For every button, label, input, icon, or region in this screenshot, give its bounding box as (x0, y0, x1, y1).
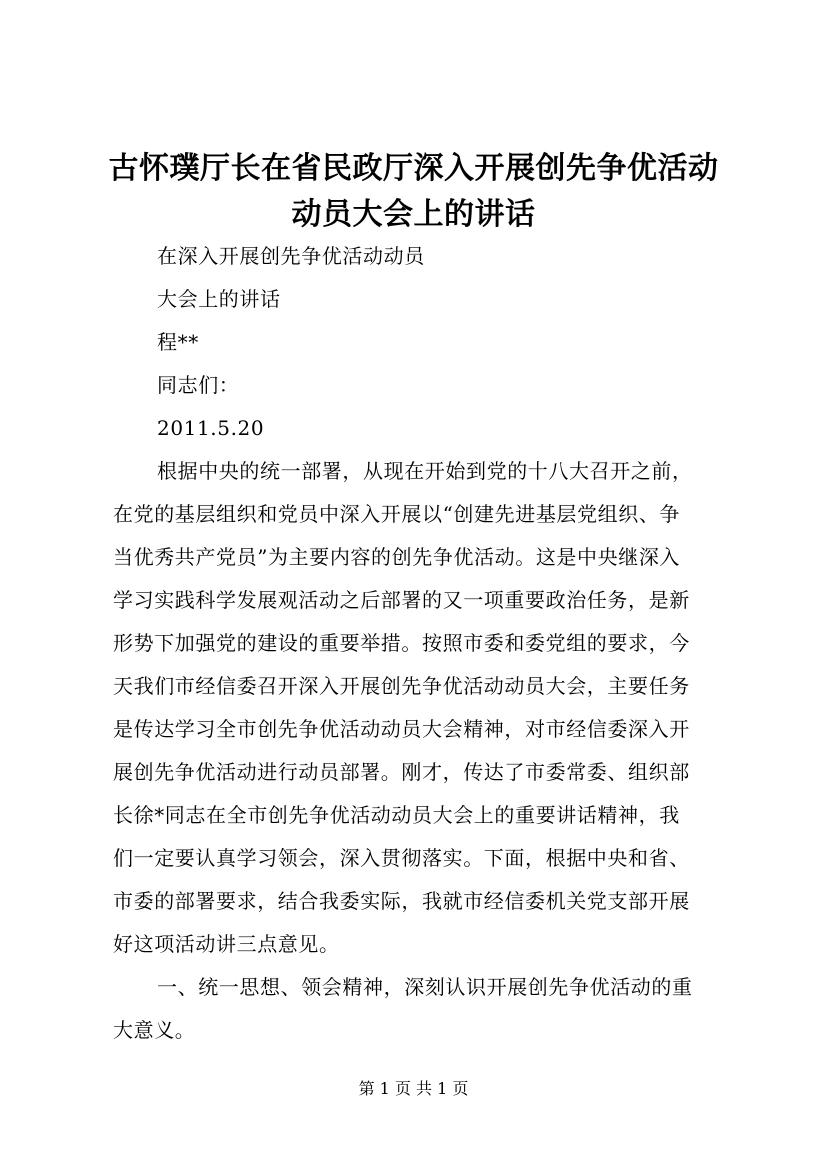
body-line: 是传达学习全市创先争优活动动员大会精神，对市经信委深入开 (113, 717, 690, 741)
body-line: 长徐*同志在全市创先争优活动动员大会上的重要讲话精神，我 (113, 803, 680, 827)
document-title-line-1: 古怀璞厅长在省民政厅深入开展创先争优活动 (108, 151, 719, 186)
salutation-line: 同志们： (157, 373, 240, 397)
body-line: 形势下加强党的建设的重要举措。按照市委和委党组的要求，今 (113, 631, 690, 655)
body-line: 们一定要认真学习领会，深入贯彻落实。下面，根据中央和省、 (113, 846, 690, 870)
section-heading-line-1: 一、统一思想、领会精神，深刻认识开展创先争优活动的重 (157, 975, 693, 999)
section-heading-line-2: 大意义。 (113, 1018, 196, 1042)
subtitle-line-1: 在深入开展创先争优活动动员 (157, 244, 425, 268)
date-line: 2011.5.20 (157, 416, 265, 440)
author-line: 程** (157, 330, 199, 354)
body-line: 市委的部署要求，结合我委实际，我就市经信委机关党支部开展 (113, 889, 690, 913)
body-line: 在党的基层组织和党员中深入开展以“创建先进基层党组织、争 (113, 502, 681, 526)
subtitle-line-2: 大会上的讲话 (157, 287, 281, 311)
page-number-footer: 第 1 页 共 1 页 (358, 1079, 469, 1098)
body-line: 天我们市经信委召开深入开展创先争优活动动员大会，主要任务 (113, 674, 690, 698)
body-line: 当优秀共产党员”为主要内容的创先争优活动。这是中央继深入 (113, 545, 681, 569)
body-line: 根据中央的统一部署，从现在开始到党的十八大召开之前， (157, 459, 693, 483)
body-line: 好这项活动讲三点意见。 (113, 932, 340, 956)
document-title-line-2: 动员大会上的讲话 (291, 197, 536, 232)
body-line: 学习实践科学发展观活动之后部署的又一项重要政治任务，是新 (113, 588, 690, 612)
body-line: 展创先争优活动进行动员部署。刚才，传达了市委常委、组织部 (113, 760, 690, 784)
